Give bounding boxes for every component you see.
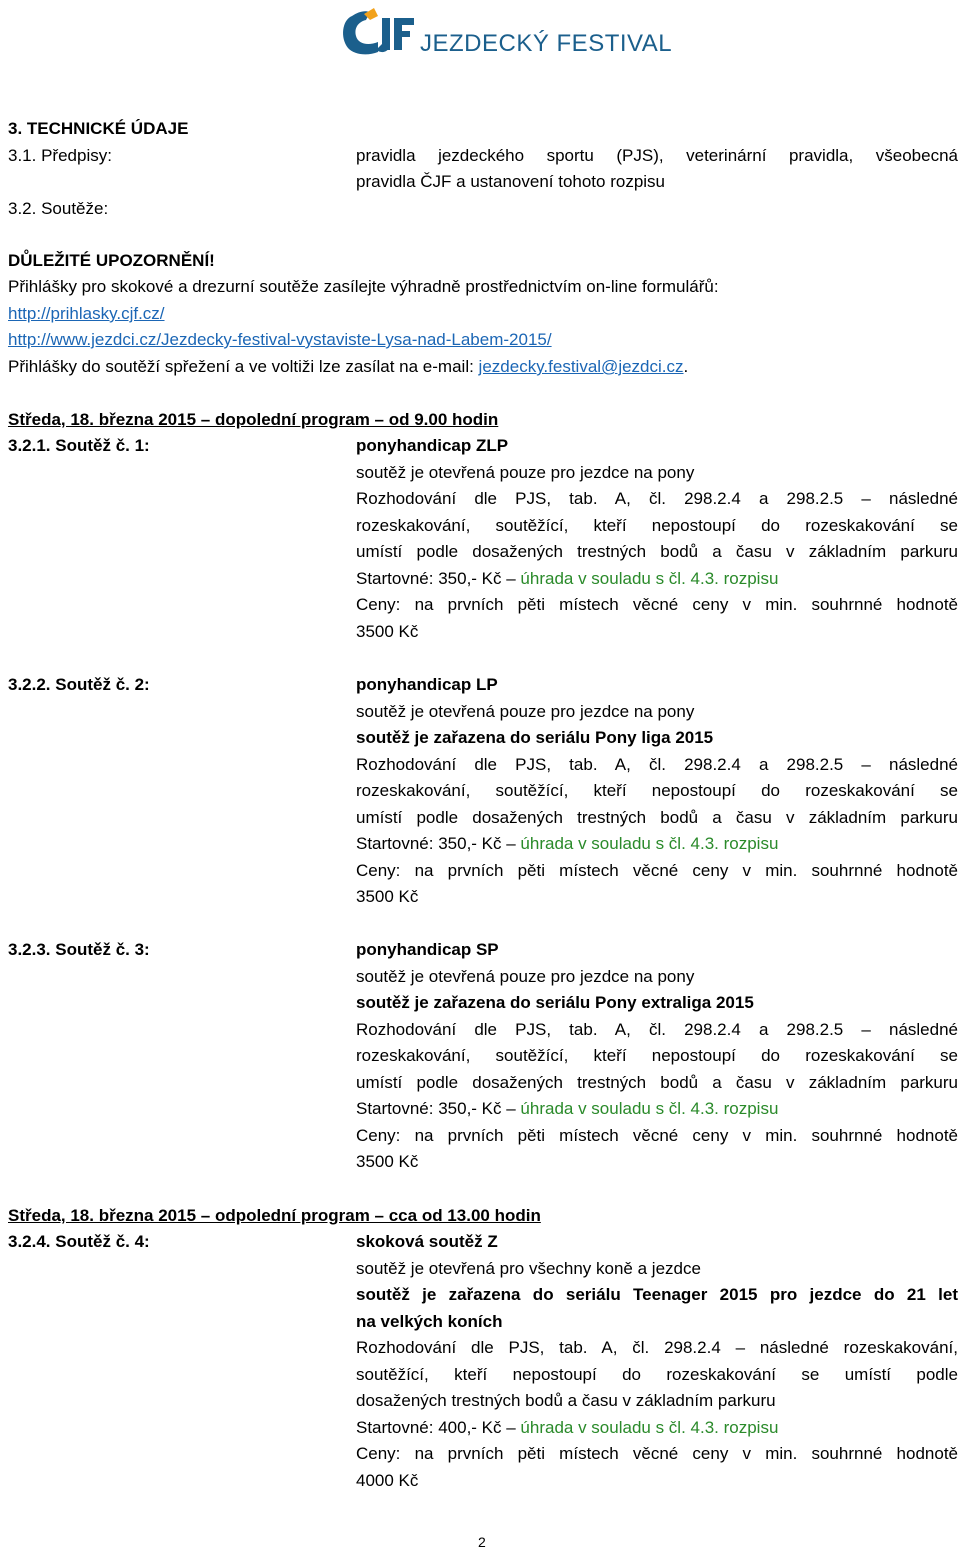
competition-series: na velkých koních xyxy=(356,1312,503,1331)
competition-title: ponyhandicap LP xyxy=(356,675,498,694)
fee-note: úhrada v souladu s čl. 4.3. rozpisu xyxy=(520,1418,779,1437)
competition-rules: Rozhodování dle PJS, tab. A, čl. 298.2.4 a 298.2.5 – následné xyxy=(356,755,958,774)
notice-heading: DŮLEŽITÉ UPOZORNĚNÍ! xyxy=(8,251,215,270)
rules-text-2: pravidla ČJF a ustanovení tohoto rozpisu xyxy=(356,172,666,191)
competition-prize-amount: 4000 Kč xyxy=(356,1471,419,1490)
competition-series: soutěž je zařazena do seriálu Teenager 2015 pro jezdce do 21 let xyxy=(356,1285,958,1304)
competition-label: 3.2.1. Soutěž č. 1: xyxy=(8,436,150,455)
competition-label: 3.2.2. Soutěž č. 2: xyxy=(8,675,150,694)
link-jezdci[interactable]: http://www.jezdci.cz/Jezdecky-festival-vystaviste-Lysa-nad-Labem-2015/ xyxy=(8,330,552,349)
competition-prize-amount: 3500 Kč xyxy=(356,1152,419,1171)
competition-fee xyxy=(356,1418,778,1438)
competition-rules: rozeskakování, soutěžící, kteří nepostoupí do rozeskakování se xyxy=(356,781,958,800)
email-prefix: Přihlášky do soutěží spřežení a ve voltiži lze zasílat na e-mail: xyxy=(8,357,479,376)
competition-fee xyxy=(356,834,778,854)
email-link[interactable]: jezdecky.festival@jezdci.cz xyxy=(478,357,684,376)
competition-open: soutěž je otevřená pouze pro jezdce na pony xyxy=(356,702,695,721)
fee-amount: Startovné: 400,- Kč – xyxy=(356,1418,521,1437)
competition-fee xyxy=(356,569,778,589)
competition-label: 3.2.4. Soutěž č. 4: xyxy=(8,1232,150,1251)
festival-logo xyxy=(338,8,673,58)
competition-label: 3.2.3. Soutěž č. 3: xyxy=(8,940,150,959)
competition-rules: rozeskakování, soutěžící, kteří nepostoupí do rozeskakování se xyxy=(356,516,958,535)
fee-note: úhrada v souladu s čl. 4.3. rozpisu xyxy=(520,569,779,588)
competition-open: soutěž je otevřená pouze pro jezdce na pony xyxy=(356,967,695,986)
fee-amount: Startovné: 350,- Kč – xyxy=(356,834,521,853)
section-heading: 3. TECHNICKÉ ÚDAJE xyxy=(8,119,189,138)
competition-rules: Rozhodování dle PJS, tab. A, čl. 298.2.4 a 298.2.5 – následné xyxy=(356,489,958,508)
competition-rules: umístí podle dosažených trestných bodů a času v základním parkuru xyxy=(356,808,958,827)
email-line xyxy=(8,357,688,377)
competition-prizes: Ceny: na prvních pěti místech věcné ceny v min. souhrnné hodnotě xyxy=(356,861,958,880)
competition-prize-amount: 3500 Kč xyxy=(356,887,419,906)
competition-rules: umístí podle dosažených trestných bodů a času v základním parkuru xyxy=(356,1073,958,1092)
competition-open: soutěž je otevřená pro všechny koně a jezdce xyxy=(356,1259,701,1278)
competition-rules: soutěžící, kteří nepostoupí do rozeskakování se umístí podle xyxy=(356,1365,958,1384)
competitions-label: 3.2. Soutěže: xyxy=(8,199,109,218)
afternoon-heading: Středa, 18. března 2015 – odpolední program – cca od 13.00 hodin xyxy=(8,1206,541,1225)
page-number: 2 xyxy=(478,1534,486,1550)
competition-title: ponyhandicap SP xyxy=(356,940,499,959)
competition-rules: dosažených trestných bodů a času v základním parkuru xyxy=(356,1391,776,1410)
competition-title: ponyhandicap ZLP xyxy=(356,436,509,455)
competition-rules: Rozhodování dle PJS, tab. A, čl. 298.2.4 – následné rozeskakování, xyxy=(356,1338,958,1357)
brand-name: JEZDECKÝ FESTIVAL xyxy=(420,30,673,57)
competition-open: soutěž je otevřená pouze pro jezdce na pony xyxy=(356,463,695,482)
morning-heading: Středa, 18. března 2015 – dopolední program – od 9.00 hodin xyxy=(8,410,499,429)
email-suffix: . xyxy=(683,357,689,376)
competition-series: soutěž je zařazena do seriálu Pony extraliga 2015 xyxy=(356,993,754,1012)
notice-text: Přihlášky pro skokové a drezurní soutěže zasílejte výhradně prostřednictvím on-line formulářů: xyxy=(8,277,719,296)
fee-note: úhrada v souladu s čl. 4.3. rozpisu xyxy=(520,1099,779,1118)
rules-text-1: pravidla jezdeckého sportu (PJS), veterinární pravidla, všeobecná xyxy=(356,146,958,165)
competition-rules: Rozhodování dle PJS, tab. A, čl. 298.2.4 a 298.2.5 – následné xyxy=(356,1020,958,1039)
fee-amount: Startovné: 350,- Kč – xyxy=(356,569,521,588)
competition-rules: rozeskakování, soutěžící, kteří nepostoupí do rozeskakování se xyxy=(356,1046,958,1065)
link-prihlasky[interactable]: http://prihlasky.cjf.cz/ xyxy=(8,304,165,323)
competition-series: soutěž je zařazena do seriálu Pony liga 2015 xyxy=(356,728,714,747)
cjf-horse-logo-icon xyxy=(338,8,418,58)
competition-fee xyxy=(356,1099,778,1119)
fee-amount: Startovné: 350,- Kč – xyxy=(356,1099,521,1118)
rules-label: 3.1. Předpisy: xyxy=(8,146,112,165)
competition-prizes: Ceny: na prvních pěti místech věcné ceny v min. souhrnné hodnotě xyxy=(356,1444,958,1463)
competition-title: skoková soutěž Z xyxy=(356,1232,498,1251)
competition-prizes: Ceny: na prvních pěti místech věcné ceny v min. souhrnné hodnotě xyxy=(356,595,958,614)
fee-note: úhrada v souladu s čl. 4.3. rozpisu xyxy=(520,834,779,853)
competition-rules: umístí podle dosažených trestných bodů a času v základním parkuru xyxy=(356,542,958,561)
competition-prizes: Ceny: na prvních pěti místech věcné ceny v min. souhrnné hodnotě xyxy=(356,1126,958,1145)
competition-prize-amount: 3500 Kč xyxy=(356,622,419,641)
